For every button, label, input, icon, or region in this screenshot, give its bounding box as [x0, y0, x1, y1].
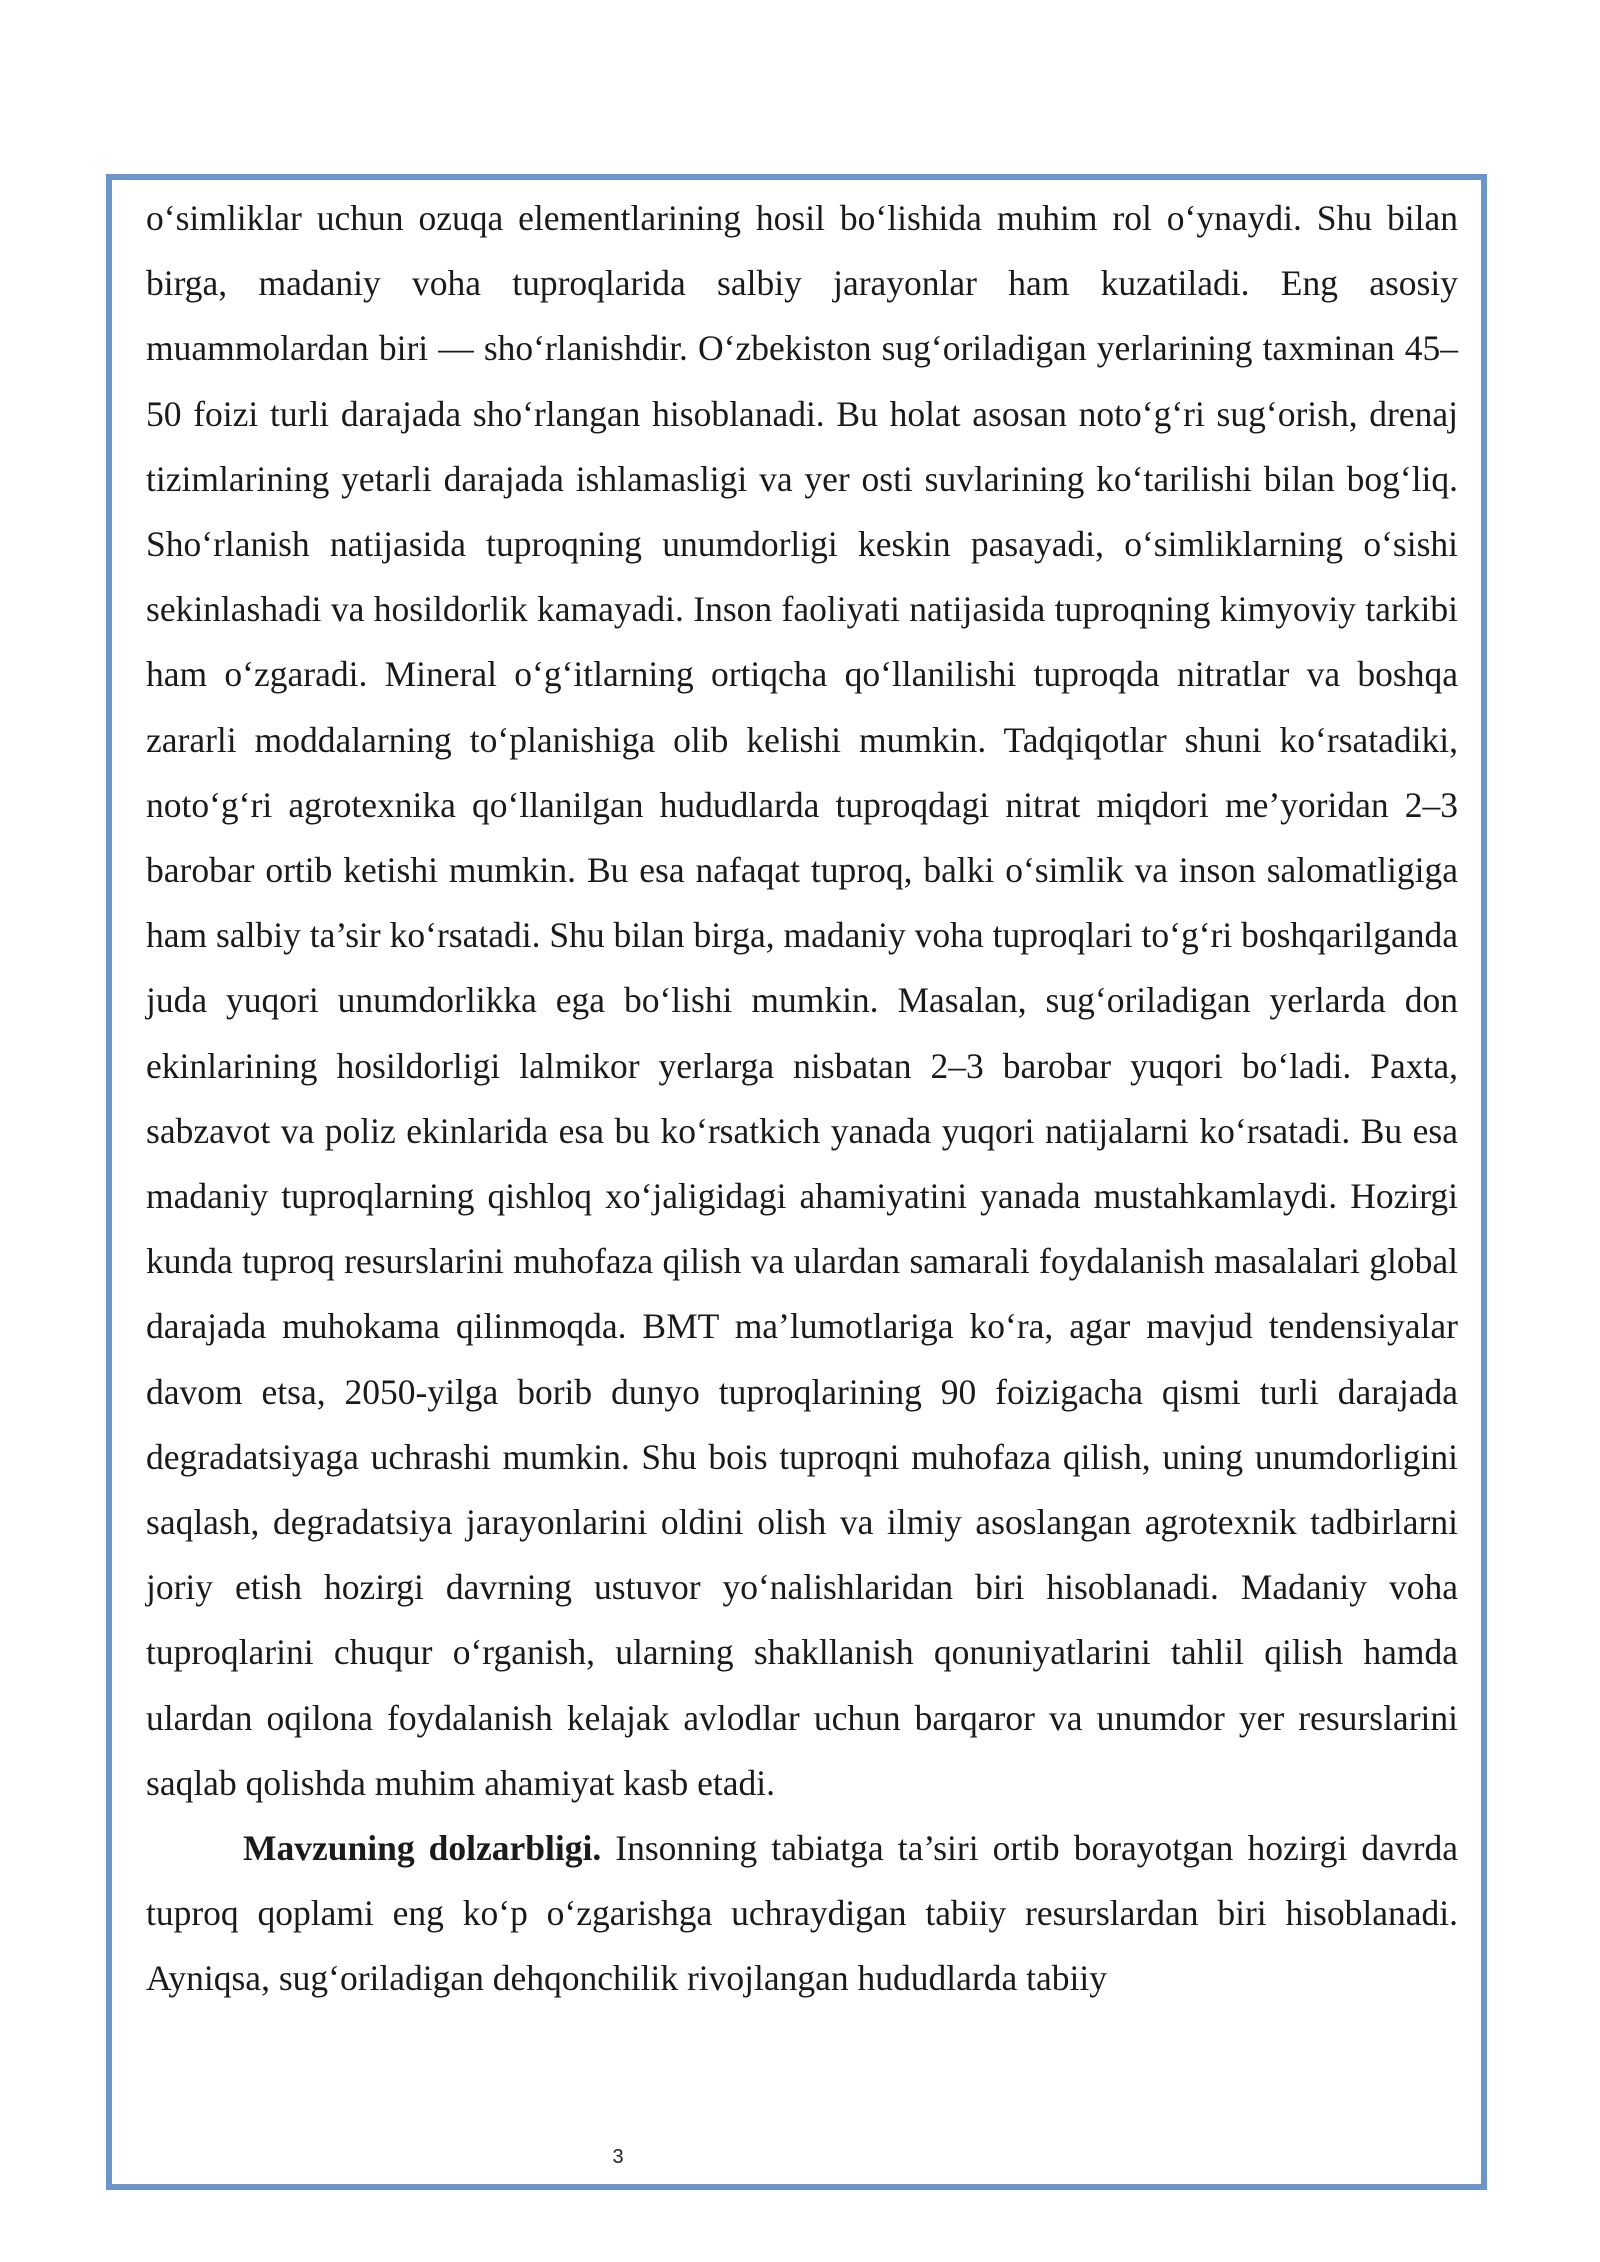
section-heading-inline: Mavzuning dolzarbligi.: [243, 1828, 602, 1869]
document-body: [146, 186, 1458, 2012]
paragraph-text: o‘simliklar uchun ozuqa elementlarining hosil bo‘lishida muhim rol o‘ynaydi. Shu bilan birga, madaniy voha tuproqlarida salbiy jarayonlar ham kuzatiladi. Eng asosiy muammolardan biri — sho‘rlanishdir. O‘zbekiston sug‘oriladigan yerlarining taxminan 45–50 foizi turli darajada sho‘rlangan hisoblanadi. Bu holat asosan noto‘g‘ri sug‘orish, drenaj tizimlarining yetarli darajada ishlamasligi va yer osti suvlarining ko‘tarilishi bilan bog‘liq. Sho‘rlanish natijasida tuproqning unumdorligi keskin pasayadi, o‘simliklarning o‘sishi sekinlashadi va hosildorlik kamayadi. Inson faoliyati natijasida tuproqning kimyoviy tarkibi ham o‘zgaradi. Mineral o‘g‘itlarning ortiqcha qo‘llanilishi tuproqda nitratlar va boshqa zararli moddalarning to‘planishiga olib kelishi mumkin. Tadqiqotlar shuni ko‘rsatadiki, noto‘g‘ri agrotexnika qo‘llanilgan hududlarda tuproqdagi nitrat miqdori me’yoridan 2–3 barobar ortib ketishi mumkin. Bu esa nafaqat tuproq, balki o‘simlik va inson salomatligiga ham salbiy ta’sir ko‘rsatadi. Shu bilan birga, madaniy voha tuproqlari to‘g‘ri boshqarilganda juda yuqori unumdorlikka ega bo‘lishi mumkin. Masalan, sug‘oriladigan yerlarda don ekinlarining hosildorligi lalmikor yerlarga nisbatan 2–3 barobar yuqori bo‘ladi. Paxta, sabzavot va poliz ekinlarida esa bu ko‘rsatkich yanada yuqori natijalarni ko‘rsatadi. Bu esa madaniy tuproqlarning qishloq xo‘jaligidagi ahamiyatini yanada mustahkamlaydi. Hozirgi kunda tuproq resurslarini muhofaza qilish va ulardan samarali foydalanish masalalari global darajada muhokama qilinmoqda. BMT ma’lumotlariga ko‘ra, agar mavjud tendensiyalar davom etsa, 2050-yilga borib dunyo tuproqlarining 90 foizigacha qismi turli darajada degradatsiyaga uchrashi mumkin. Shu bois tuproqni muhofaza qilish, uning unumdorligini saqlash, degradatsiya jarayonlarini oldini olish va ilmiy asoslangan agrotexnik tadbirlarni joriy etish hozirgi davrning ustuvor yo‘nalishlaridan biri hisoblanadi. Madaniy voha tuproqlarini chuqur o‘rganish, ularning shakllanish qonuniyatlarini tahlil qilish hamda ulardan oqilona foydalanish kelajak avlodlar uchun barqaror va unumdor yer resurslarini saqlab qolishda muhim ahamiyat kasb etadi.: [146, 198, 1458, 1803]
paragraph-soil-salinization: [146, 186, 1458, 1816]
paragraph-text: Insonning tabiatga ta’siri ortib borayotgan hozirgi davrda tuproq qoplami eng ko‘p o‘zgarishga uchraydigan tabiiy resurslardan biri hisoblanadi. Ayniqsa, sug‘oriladigan dehqonchilik rivojlangan hududlarda tabiiy: [146, 1828, 1458, 1999]
page-number: 3: [612, 2146, 624, 2168]
paragraph-topic-relevance: [146, 1816, 1458, 2012]
